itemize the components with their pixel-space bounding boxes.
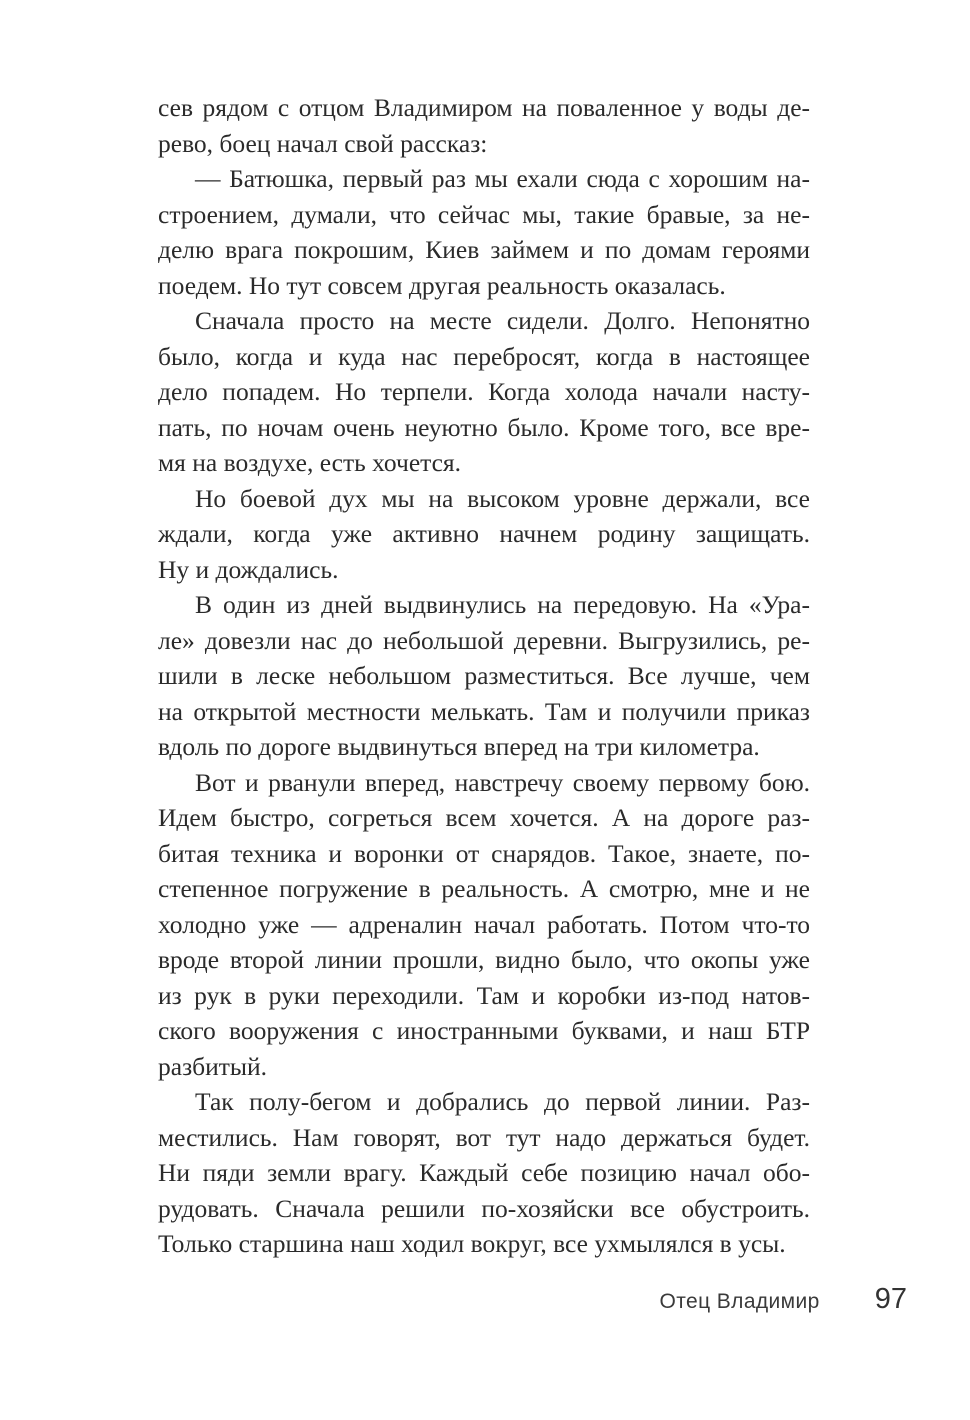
paragraph [158,587,810,765]
text-line: В один из дней выдвинулись на передовую. На «Ура- [195,590,810,619]
text-line: ле» довезли нас до небольшой деревни. Выгрузились, ре- [158,625,810,655]
text-line: было, когда и куда нас перебросят, когда в настоящее [158,341,810,371]
text-line: поедем. Но тут совсем другая реальность оказалась. [158,270,726,300]
text-line: холодно уже — адреналин начал работать. Потом что-то [158,909,810,939]
text-line: Сначала просто на месте сидели. Долго. Непонятно [195,306,810,335]
text-line: рудовать. Сначала решили по-хозяйски все обустроить. [158,1193,810,1223]
text-line: Только старшина наш ходил вокруг, все ухмылялся в усы. [158,1229,786,1258]
text-line: Ни пяди земли врагу. Каждый себе позицию начал обо- [158,1158,810,1187]
text-line: битая техника и воронки от снарядов. Такое, знаете, по- [158,838,810,868]
text-line: Идем быстро, согреться всем хочется. А на дороге раз- [158,803,810,832]
footer [158,1283,907,1316]
paragraph [158,90,810,161]
text-block [158,90,810,1262]
text-line: из рук в руки переходили. Там и коробки из-под натов- [158,980,810,1010]
text-line: Вот и рванули вперед, навстречу своему первому бою. [195,767,810,797]
text-line: делю врага покрошим, Киев займем и по домам героями [158,235,810,264]
text-line: вдоль по дороге выдвинуться вперед на три километра. [158,732,760,761]
text-line: на открытой местности мелькать. Там и получили приказ [158,696,810,726]
paragraph [158,1084,810,1262]
text-line: вроде второй линии прошли, видно было, что окопы уже [158,945,810,974]
text-line: Ну и дождались. [158,554,339,584]
text-line: Но боевой дух мы на высоком уровне держали, все [195,483,810,513]
paragraph [158,765,810,1085]
paragraph [158,161,810,303]
text-line: шили в леске небольшом разместиться. Все лучше, чем [158,661,810,690]
text-line: сев рядом с отцом Владимиром на поваленное у воды де- [158,93,810,122]
text-line: ского вооружения с иностранными буквами, и наш БТР [158,1016,810,1045]
text-line: Так полу-бегом и добрались до первой линии. Раз- [195,1087,810,1116]
text-line: местились. Нам говорят, вот тут надо держаться будет. [158,1122,810,1152]
text-line: степенное погружение в реальность. А смотрю, мне и не [158,874,810,903]
paragraph [158,481,810,588]
paragraph [158,303,810,481]
text-line: пать, по ночам очень неуютно было. Кроме того, все вре- [158,412,810,442]
text-line: рево, боец начал свой рассказ: [158,128,488,158]
text-line: ждали, когда уже активно начнем родину защищать. [158,519,810,548]
text-line: дело попадем. Но терпели. Когда холода начали насту- [158,377,810,406]
text-line: строением, думали, что сейчас мы, такие бравые, за не- [158,199,810,229]
text-line: разбитый. [158,1051,268,1081]
page-number: 97 [874,1283,907,1315]
running-title: Отец Владимир [659,1290,820,1313]
text-line: — Батюшка, первый раз мы ехали сюда с хорошим на- [195,164,810,193]
text-line: мя на воздухе, есть хочется. [158,448,462,477]
